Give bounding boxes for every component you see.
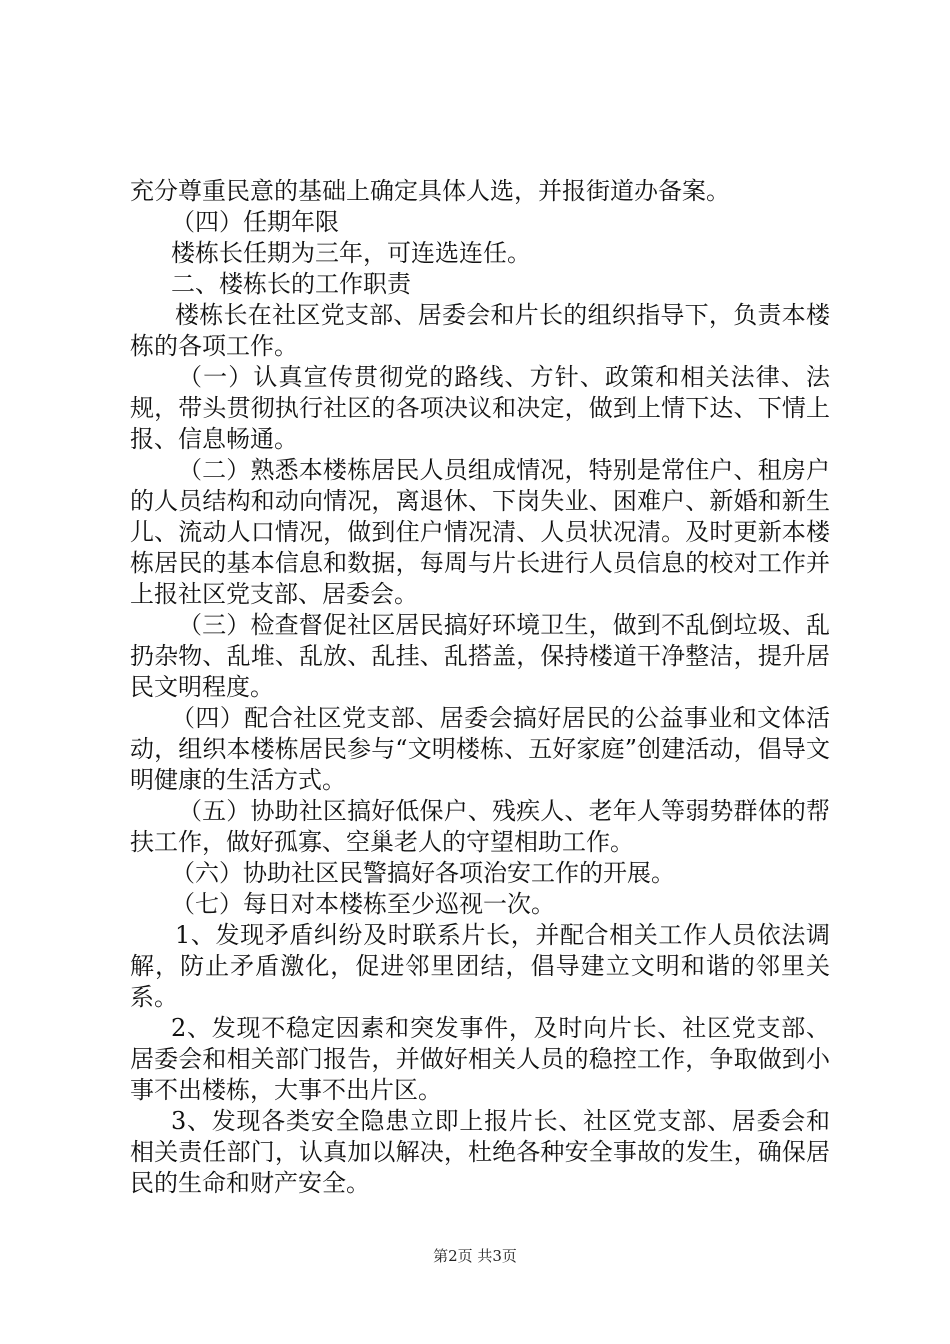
paragraph: 二、楼栋长的工作职责 <box>171 270 411 298</box>
paragraph: （七）每日对本楼栋至少巡视一次。 <box>171 890 555 918</box>
paragraph: （一）认真宣传贯彻党的路线、方针、政策和相关法律、法规，带头贯彻执行社区的各项决议和决定，做到上情下达、下情上报、信息畅通。 <box>130 363 830 453</box>
paragraph: 充分尊重民意的基础上确定具体人选，并报街道办备案。 <box>130 177 730 205</box>
paragraph: 楼栋长在社区党支部、居委会和片长的组织指导下，负责本楼栋的各项工作。 <box>130 301 830 360</box>
paragraph: （四）任期年限 <box>171 208 339 236</box>
paragraph: 楼栋长任期为三年，可连选连任。 <box>171 239 531 267</box>
paragraph: 1、发现矛盾纠纷及时联系片长，并配合相关工作人员依法调解，防止矛盾激化，促进邻里团结，倡导建立文明和谐的邻里关系。 <box>130 921 830 1011</box>
paragraph: （二）熟悉本楼栋居民人员组成情况，特别是常住户、租房户的人员结构和动向情况，离退休、下岗失业、困难户、新婚和新生儿、流动人口情况，做到住户情况清、人员状况清。及时更新本楼栋居民的基本信息和数据，每周与片长进行人员信息的校对工作并上报社区党支部、居委会。 <box>130 456 830 608</box>
document-body <box>130 176 830 1199</box>
paragraph: 3、发现各类安全隐患立即上报片长、社区党支部、居委会和相关责任部门，认真加以解决，杜绝各种安全事故的发生，确保居民的生命和财产安全。 <box>130 1107 830 1197</box>
paragraph: （六）协助社区民警搞好各项治安工作的开展。 <box>171 859 675 887</box>
paragraph: （五）协助社区搞好低保户、残疾人、老年人等弱势群体的帮扶工作，做好孤寡、空巢老人的守望相助工作。 <box>130 797 830 856</box>
paragraph: 2、发现不稳定因素和突发事件，及时向片长、社区党支部、居委会和相关部门报告，并做好相关人员的稳控工作，争取做到小事不出楼栋，大事不出片区。 <box>130 1014 830 1104</box>
page-footer: 第2页 共3页 <box>433 1247 517 1265</box>
paragraph: （三）检查督促社区居民搞好环境卫生，做到不乱倒垃圾、乱扔杂物、乱堆、乱放、乱挂、乱搭盖，保持楼道干净整洁，提升居民文明程度。 <box>130 611 830 701</box>
paragraph: （四）配合社区党支部、居委会搞好居民的公益事业和文体活动，组织本楼栋居民参与“文明楼栋、五好家庭”创建活动，倡导文明健康的生活方式。 <box>130 704 830 794</box>
